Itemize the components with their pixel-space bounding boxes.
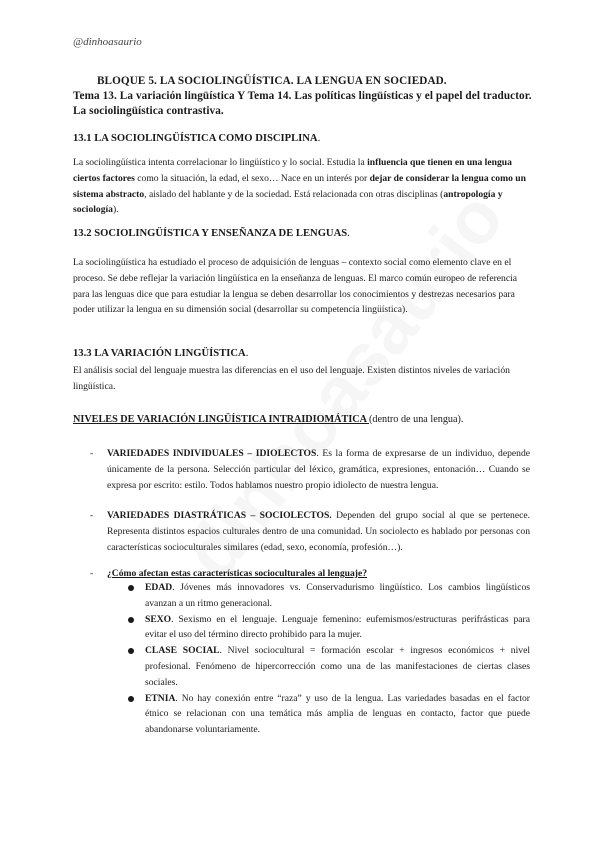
list-item-sociolectos: - VARIEDADES DIASTRÁTICAS – SOCIOLECTOS. Dependen del grupo social al que se pertenece. Representa distintos espacios culturales dentro de una comunidad. Un sociolecto es hablado por personas con características socioculturales similares (edad, sexo, economía, profesión…). [90,510,530,553]
section-13-3-paragraph: El análisis social del lenguaje muestra las diferencias en el uso del lenguaje. Existen distintos niveles de variación lingüística. [73,365,510,392]
title-line-2: Tema 13. La variación lingüística Y Tema 14. Las políticas lingüísticas y el papel del traductor. La sociolingüística contrastiva. [73,90,532,117]
section-13-1-paragraph: La sociolingüística intenta correlacionar lo lingüístico y lo social. Estudia la influencia que tienen en una lengua ciertos factores como la situación, la edad, el sexo… Nace en un interés por dejar de considerar la lengua como un sistema abstracto, aislado del hablante y de la sociedad. Está relacionada con otras disciplinas (antropología y sociología). [73,157,526,216]
bullet-sexo: SEXO. Sexismo en el lenguaje. Lenguaje femenino: eufemismos/estructuras perifrásticas para evitar el uso del término directo prohibido para la mujer. [128,612,530,644]
bullet-dot-icon [128,648,134,654]
section-13-2-paragraph: La sociolingüística ha estudiado el proceso de adquisición de lenguas – contexto social como elemento clave en el proceso. Se debe reflejar la variación lingüística en la enseñanza de lenguas. El marco común europeo de referencia para las lenguas dice que para estudiar la lengua se deben desarrollar los conocimientos y destrezas necesarios para poder utilizar la lengua en su dimensión social (desarrollar su competencia lingüística). [73,257,518,316]
bullet-dot-icon [128,617,134,623]
title-line-1: BLOQUE 5. LA SOCIOLINGÜÍSTICA. LA LENGUA EN SOCIEDAD. [97,75,447,87]
bullet-clase-social: CLASE SOCIAL. Nivel sociocultural = formación escolar + ingresos económicos + nivel profesional. Fenómeno de hipercorrección como una de las manifestaciones de ciertas clases sociales. [128,643,530,690]
list-item-question: - ¿Cómo afectan estas características socioculturales al lenguaje? [90,568,368,579]
bullet-edad: EDAD. Jóvenes más innovadores vs. Conservadurismo lingüístico. Los cambios lingüísticos avanzan a un ritmo generacional. [128,580,530,612]
list-item-idiolectos: - VARIEDADES INDIVIDUALES – IDIOLECTOS. Es la forma de expresarse de un individuo, depende únicamente de la persona. Selección particular del léxico, gramática, expresiones, entonación… Cuando se expresa por escrito: estilo. Todos hablamos nuestro propio idiolecto de nuestra lengua. [90,448,530,491]
bullet-dot-icon [128,696,134,702]
bullet-etnia: ETNIA. No hay conexión entre “raza” y uso de la lengua. Las variedades basadas en el factor étnico se relacionan con una temática más amplia de lenguas en contacto, factor que puede abandonarse voluntariamente. [128,691,530,738]
factor-bullet-list [128,580,530,738]
bullet-dot-icon [128,585,134,591]
section-heading-13-1: 13.1 LA SOCIOLINGÜÍSTICA COMO DISCIPLINA. [73,133,321,144]
section-heading-13-3: 13.3 LA VARIACIÓN LINGÜÍSTICA. [73,348,249,359]
niveles-heading: NIVELES DE VARIACIÓN LINGÜÍSTICA INTRAIDIOMÁTICA (dentro de una lengua). [73,414,464,425]
document-title [73,74,533,119]
section-heading-13-2: 13.2 SOCIOLINGÜÍSTICA Y ENSEÑANZA DE LENGUAS. [73,228,350,239]
author-handle: @dinhoasaurio [73,36,142,48]
